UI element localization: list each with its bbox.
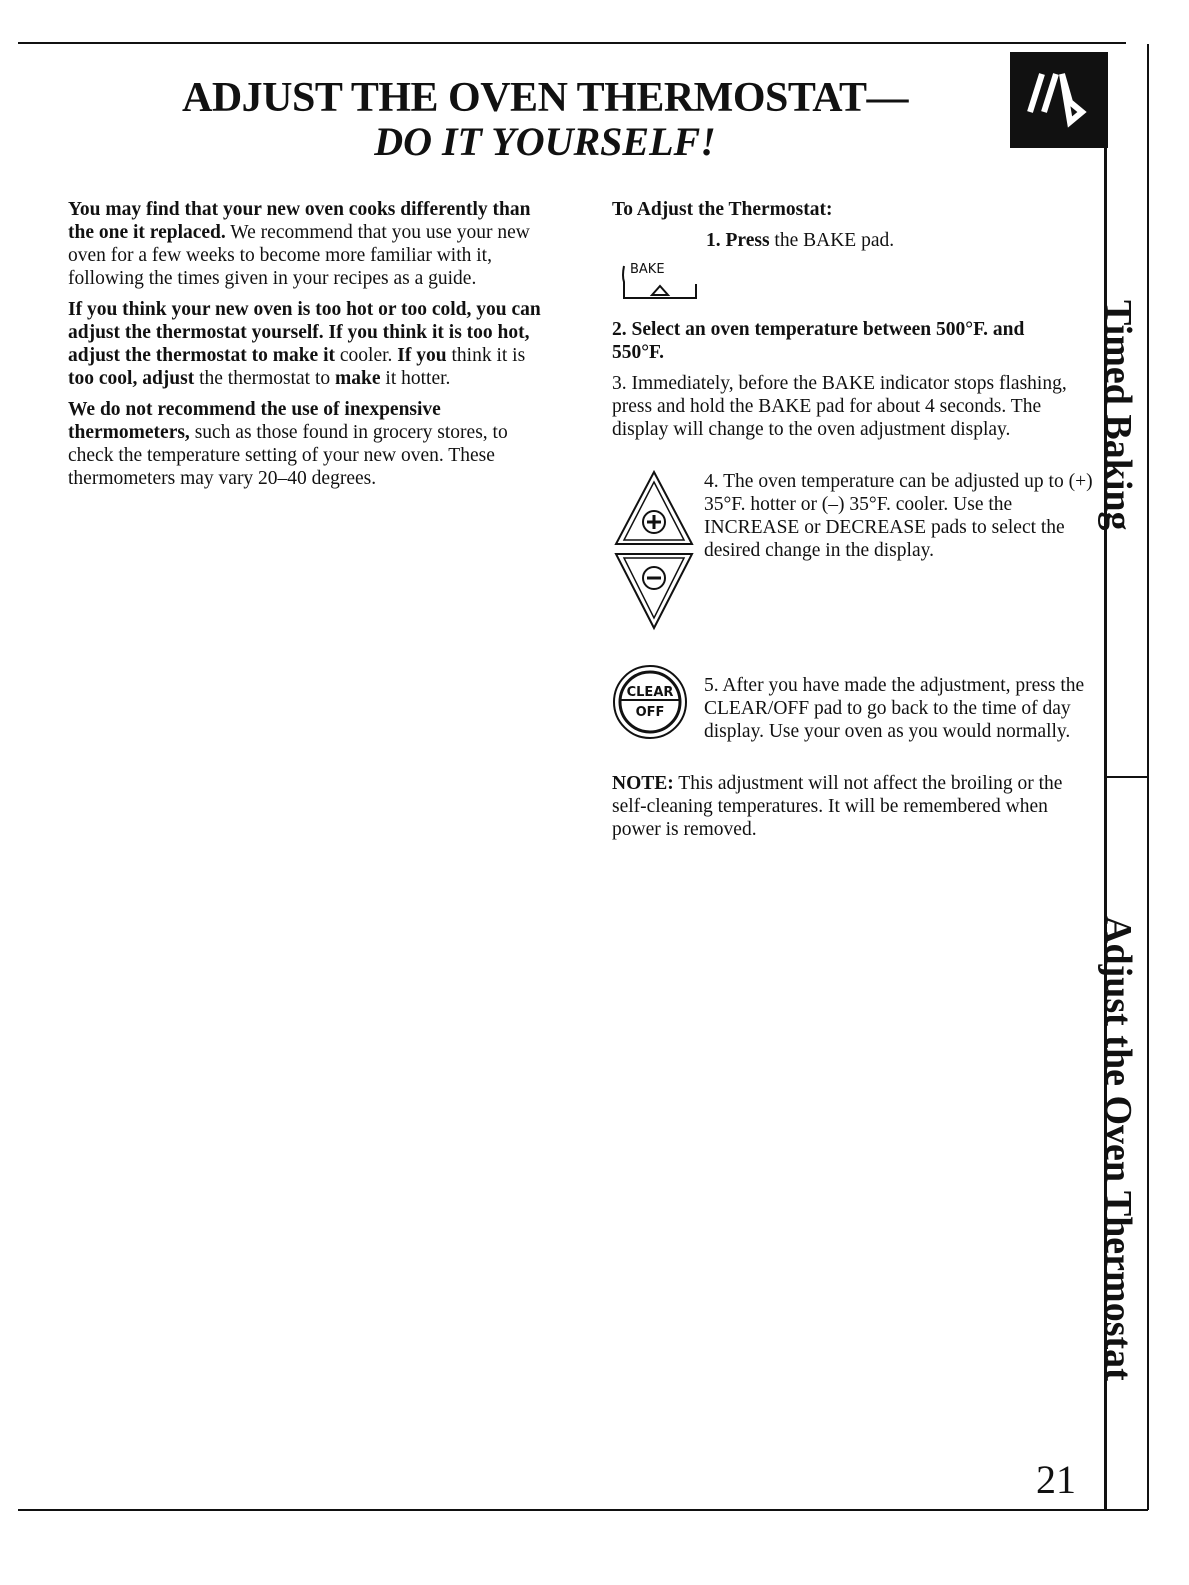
adjust-bold-4: make xyxy=(335,368,381,389)
clear-off-icon xyxy=(612,664,688,740)
off-label: OFF xyxy=(635,705,665,720)
sidebar-tick xyxy=(1104,776,1148,778)
intro-paragraph xyxy=(68,198,548,290)
sidebar-tab-timed-baking: Timed Baking xyxy=(1097,300,1139,531)
note-text: This adjustment will not affect the broiling or the self-cleaning temperatures. It will be remembered when power is removed. xyxy=(612,773,1063,840)
step-1-bold: 1. Press xyxy=(706,230,770,251)
step-4: 4. The oven temperature can be adjusted up to (+) 35°F. hotter or (–) 35°F. cooler. Use the INCREASE or DECREASE pads to select the desired change in the display. xyxy=(704,471,1093,561)
thermometer-bold: We do not recommend the use of inexpensive thermometers, xyxy=(68,399,441,443)
adjust-text-4: it hotter. xyxy=(380,368,451,389)
page-title: ADJUST THE OVEN THERMOSTAT— xyxy=(182,75,908,121)
adjust-text-3: the thermostat to xyxy=(194,368,336,389)
decrease-icon xyxy=(612,550,696,632)
right-heading-block xyxy=(612,198,1092,221)
page-subtitle: DO IT YOURSELF! xyxy=(374,119,716,164)
step-3: 3. Immediately, before the BAKE indicator stops flashing, press and hold the BAKE pad for about 4 seconds. The display will change to the oven adjustment display. xyxy=(612,373,1067,440)
page-number: 21 xyxy=(1036,1457,1076,1502)
intro-text: We recommend that you use your new oven for a few weeks to become more familiar with it, following the times given in your recipes as a guide. xyxy=(68,222,530,289)
step-1-text: the BAKE pad. xyxy=(769,230,895,251)
intro-bold: You may find that your new oven cooks differently than the one it replaced. xyxy=(68,199,531,243)
increase-icon xyxy=(612,468,696,548)
adjust-text-1: cooler. xyxy=(335,345,398,366)
step-2: 2. Select an oven temperature between 500°F. and 550°F. xyxy=(612,319,1025,363)
bake-label: BAKE xyxy=(630,262,665,277)
sidebar-tab-adjust-thermostat: Adjust the Oven Thermostat xyxy=(1097,916,1139,1381)
bottom-rule xyxy=(18,1509,1148,1511)
adjust-bold-3: too cool, adjust xyxy=(68,368,195,389)
adjust-text-2: think it is xyxy=(446,345,526,366)
step-5: 5. After you have made the adjustment, press the CLEAR/OFF pad to go back to the time of day display. Use your oven as you would normally. xyxy=(704,675,1085,742)
bake-pad-icon xyxy=(620,262,700,302)
adjust-paragraph xyxy=(68,298,548,390)
note-paragraph xyxy=(612,772,1092,841)
adjust-bold: If you think your new oven is too hot or too cold, you can adjust the thermostat yourself. If you think it is too hot, adjust the thermostat to make it xyxy=(68,299,541,366)
clear-label: CLEAR xyxy=(626,685,674,700)
top-rule xyxy=(18,42,1126,44)
thermometer-paragraph xyxy=(68,398,548,490)
step-1 xyxy=(706,230,894,252)
left-column xyxy=(68,198,548,498)
adjust-bold-2: If you xyxy=(397,345,447,366)
thermometer-text: such as those found in grocery stores, to check the temperature setting of your new oven. These thermometers may vary 20–40 degrees. xyxy=(68,422,508,489)
instructions-heading: To Adjust the Thermostat: xyxy=(612,199,833,220)
note-label: NOTE: xyxy=(612,773,674,794)
